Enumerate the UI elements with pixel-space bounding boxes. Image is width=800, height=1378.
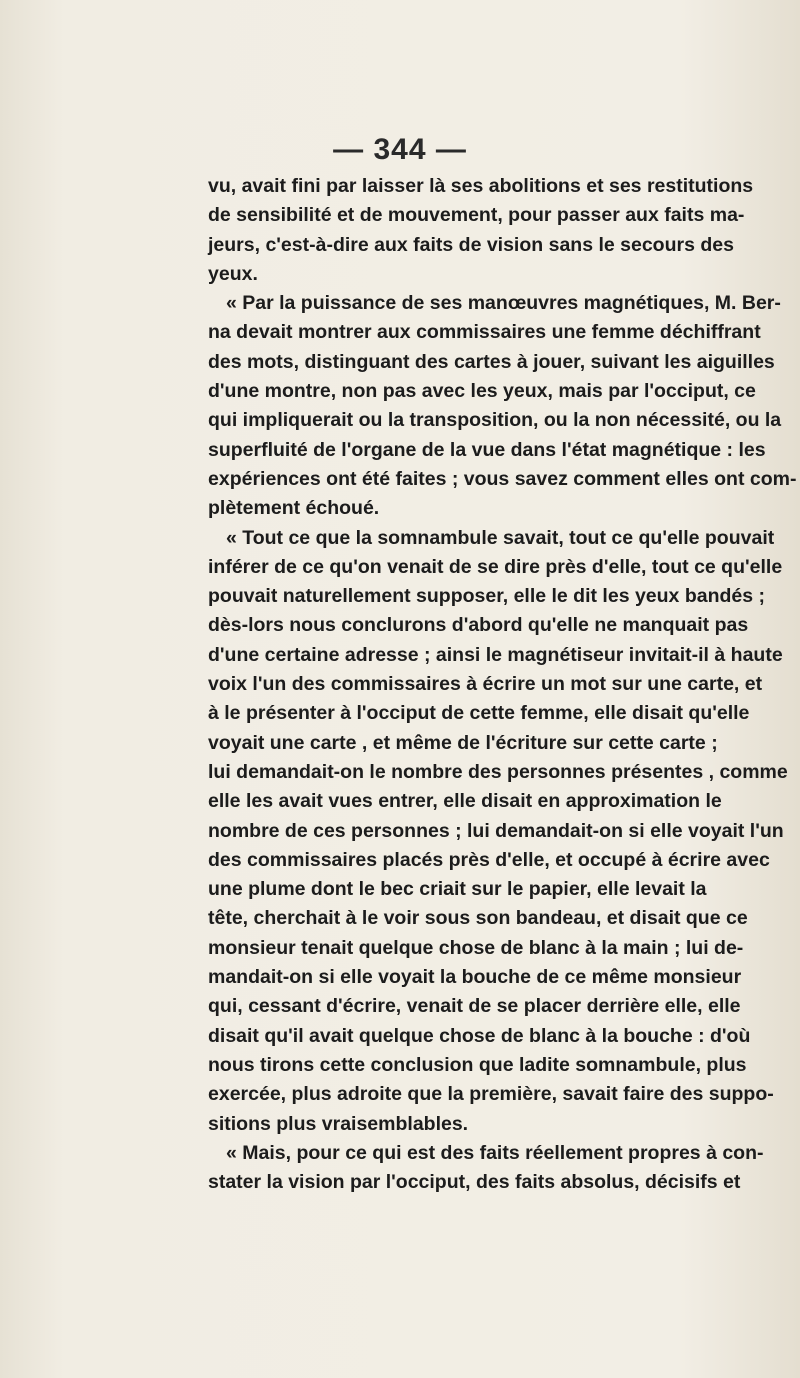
text-line: voix l'un des commissaires à écrire un mot sur une carte, et <box>208 673 763 696</box>
text-line: disait qu'il avait quelque chose de blanc à la bouche : d'où <box>208 1024 751 1047</box>
text-line: tête, cherchait à le voir sous son bandeau, et disait que ce <box>208 907 748 930</box>
text-line: des commissaires placés près d'elle, et occupé à écrire avec <box>208 848 770 871</box>
text-line: expériences ont été faites ; vous savez comment elles ont com- <box>208 467 797 490</box>
text-line: nombre de ces personnes ; lui demandait-on si elle voyait l'un <box>208 819 784 842</box>
text-line: sitions plus vraisemblables. <box>208 1112 469 1135</box>
text-line: pouvait naturellement supposer, elle le dit les yeux bandés ; <box>208 585 765 608</box>
text-line: inférer de ce qu'on venait de se dire près d'elle, tout ce qu'elle <box>208 555 783 578</box>
text-line: jeurs, c'est-à-dire aux faits de vision sans le secours des <box>208 233 734 256</box>
text-line: yeux. <box>208 262 258 285</box>
text-line: vu, avait fini par laisser là ses abolitions et ses restitutions <box>208 175 754 197</box>
text-line: qui, cessant d'écrire, venait de se placer derrière elle, elle <box>208 995 741 1018</box>
text-line: des mots, distinguant des cartes à jouer, suivant les aiguilles <box>208 350 775 373</box>
text-line: mandait-on si elle voyait la bouche de ce même monsieur <box>208 966 742 989</box>
text-line: « Par la puissance de ses manœuvres magnétiques, M. Ber- <box>226 292 781 315</box>
body-text <box>208 172 797 1197</box>
text-line: nous tirons cette conclusion que ladite somnambule, plus <box>208 1053 747 1076</box>
text-line: exercée, plus adroite que la première, savait faire des suppo- <box>208 1083 774 1106</box>
text-line: de sensibilité et de mouvement, pour passer aux faits ma- <box>208 204 745 227</box>
text-line: « Tout ce que la somnambule savait, tout ce qu'elle pouvait <box>226 526 775 549</box>
text-line: stater la vision par l'occiput, des faits absolus, décisifs et <box>208 1171 741 1194</box>
text-line: superfluité de l'organe de la vue dans l'état magnétique : les <box>208 438 766 461</box>
text-line: une plume dont le bec criait sur le papier, elle levait la <box>208 878 707 901</box>
text-line: « Mais, pour ce qui est des faits réellement propres à con- <box>226 1141 764 1164</box>
text-line: plètement échoué. <box>208 497 380 520</box>
text-line: voyait une carte , et même de l'écriture sur cette carte ; <box>208 731 718 754</box>
text-line: dès-lors nous conclurons d'abord qu'elle ne manquait pas <box>208 614 749 637</box>
page-number: — 344 — <box>333 133 467 166</box>
text-line: d'une certaine adresse ; ainsi le magnétiseur invitait-il à haute <box>208 643 783 666</box>
text-line: à le présenter à l'occiput de cette femme, elle disait qu'elle <box>208 702 750 725</box>
text-line: na devait montrer aux commissaires une femme déchiffrant <box>208 321 761 344</box>
text-line: lui demandait-on le nombre des personnes présentes , comme <box>208 760 788 783</box>
text-line: qui impliquerait ou la transposition, ou la non nécessité, ou la <box>208 409 782 432</box>
text-line: d'une montre, non pas avec les yeux, mais par l'occiput, ce <box>208 380 756 403</box>
text-line: monsieur tenait quelque chose de blanc à la main ; lui de- <box>208 936 744 959</box>
text-line: elle les avait vues entrer, elle disait en approximation le <box>208 790 722 813</box>
